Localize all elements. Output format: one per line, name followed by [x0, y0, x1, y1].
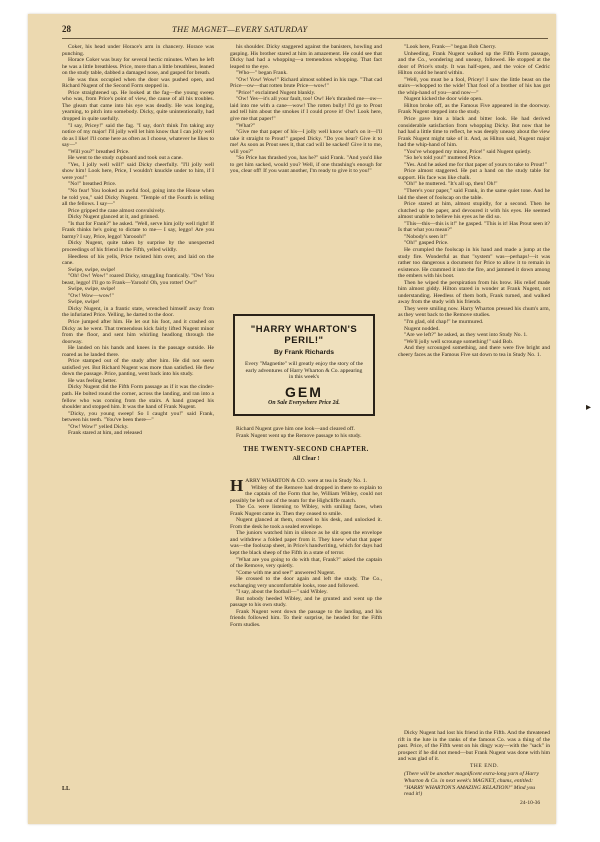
paragraph: He crumpled the foolscap in his hand and made a jump at the study fire. Wonderful as that "system" was—perhaps!—it was rather too dangerous a document for Price to allow it to remain in existence. He crammed it into the fire, and jammed it down among the embers with his boot. — [398, 246, 550, 280]
paragraph: "Nobody's seen it!" — [404, 233, 448, 240]
paragraph: "Come with me and see!" answered Nugent. — [236, 569, 336, 576]
paragraph: Coker, his head under Horace's arm in chancery. Horace was punching. — [62, 44, 214, 57]
column-two-bottom — [230, 478, 382, 784]
paragraph: Price gripped the cane almost convulsively. — [68, 207, 166, 214]
paragraph: Price jumped after him. He let out his foot, and it crashed on Dicky as he went. That tremendous kick fairly lifted Nugent minor from the floor, and sent him whirling headlong through the doorway. — [62, 318, 214, 345]
paragraph: "I'm glad, old chap!" he murmured. — [404, 318, 484, 325]
paragraph: The Co. were listening to Wibley, with smiling faces, when Frank Nugent came in. Then they ceased to smile. — [230, 504, 382, 517]
paragraph: "So Price has thrashed you, has he?" said Frank. "And you'd like to get him sacked, would you? Well, if one thrashing's enough for you, clear off! If you want another, I'm ready to give it to you!" — [230, 155, 382, 175]
paragraph: "Dicky, you young sweep! So I caught you!" said Frank, between his teeth. "You've been there—" — [62, 410, 214, 424]
paragraph: his shoulder. Dicky staggered against the banisters, howling and gasping. His brother stared at him in amazement. He could see that Dicky had had a whopping—a tremendous whopping. That fact leaped to the eye. — [230, 44, 382, 70]
gem-advertisement — [233, 314, 375, 416]
paragraph: "Who—" began Frank. — [236, 70, 288, 77]
paragraph: Price stared at him, almost stupidly, for a second. Then he clutched up the paper, and devoured it with his eyes. He seemed almost unable to believe his eyes as he did so. — [398, 201, 550, 221]
page-number: 28 — [62, 24, 71, 34]
paragraph: "Well, you must be a fool, Pricey! I saw the little beast on the stairs—whopped to the wide! That fool of a brother of his has got the whip-hand of you—and now—" — [398, 76, 550, 96]
paragraph: "Oh!" he muttered. "It's all up, then! Oh!" — [404, 181, 498, 188]
paragraph: He landed on his hands and knees in the passage outside. He roared as he landed there. — [62, 345, 214, 358]
paragraph: "I say, about the football—" said Wibley. — [236, 589, 328, 596]
chapter-heading — [230, 446, 382, 462]
paragraph: Dicky Nugent, in a frantic state, wrenched himself away from the infuriated Price. Yelling, he darted to the door. — [62, 305, 214, 319]
paragraph: "Ow! Yow! Wow!" Richard almost sobbed in his rage. "That cad Price—ow—that rotten brute Price—wow!" — [230, 76, 382, 90]
advert-sale-line: On Sale Everywhere Price 2d. — [268, 400, 340, 407]
paragraph: "There's your paper," said Frank, in the same quiet tone. And he laid the sheet of foolscap on the table. — [398, 188, 550, 201]
paragraph: Hilton broke off, as the Famous Five appeared in the doorway. Frank Nugent stepped into the study. — [398, 102, 550, 116]
paragraph: Dicky Nugent, quite taken by surprise by the unexpected proceedings of his friend in the Fifth, yelled wildly. — [62, 240, 214, 253]
paragraph: Nugent nodded. — [404, 325, 440, 332]
paragraph: He went to the study cupboard and took out a cane. — [68, 155, 183, 162]
opening-text: ARRY WHARTON & CO. were at tea in Study No. 1. — [245, 478, 368, 484]
paragraph: "Yes. And he asked me for that paper of yours to take to Prout!" — [404, 161, 547, 168]
paragraph: Frank stared at him, and released — [68, 430, 142, 437]
column-two-top — [230, 44, 382, 310]
closing-paragraph: Dicky Nugent had lost his friend in the Fifth. And the threatened rift in the lute in the ranks of the famous Co. was a thing of the past. Price, of the Fifth went on his dingy way—with the "sack" in prospect if he did not mend—but Frank Nugent was done with him and was glad of it. — [398, 730, 550, 763]
paragraph: "Give me that paper of his—I jolly well know what's on it—I'll take it straight to Prout!" gasped Dicky. "Do you hear? Give it to me! As soon as Prout sees it, that cad will be sacked! Give it to me, will you?" — [230, 129, 382, 155]
paragraph: "Oh!" gasped Price. — [404, 240, 449, 247]
paragraph: "No fear! You looked an awful fool, going into the House when he told you," said Dicky Nugent. "Temple of the Fourth is telling all the fellows. I say—" — [62, 188, 214, 208]
paragraph: He was thus occupied when the door was pushed open, and Richard Nugent of the Second Form stepped in. — [62, 76, 214, 90]
paragraph: Swipe, swipe, swipe! — [68, 286, 116, 293]
paragraph: Unheeding, Frank Nugent walked up the Fifth Form passage, and the Co., wondering and uneasy, followed. He stopped at the door of Price's study. It was half-open, and the voice of Cedric Hilton could be heard within. — [398, 50, 550, 77]
date-code: 24-10-36 — [520, 800, 541, 806]
paragraph: "We'll jolly well scrounge something!" said Bob. — [404, 338, 514, 345]
advert-paper-name: GEM — [285, 384, 323, 401]
margin-arrow-icon: ▸ — [586, 402, 592, 413]
advert-author: By Frank Richards — [273, 349, 335, 356]
chapter-subtitle: All Clear ! — [292, 456, 320, 462]
paragraph: Then he wiped the perspiration from his brow. His relief made him almost giddy. Hilton stared in wonder at Frank Nugent, not understanding. Heedless of them both, Frank turned, and walked away from the study with his friends. — [398, 279, 550, 306]
paragraph: "Price!" exclaimed Nugent blankly. — [236, 89, 316, 96]
column-two-middle — [230, 426, 382, 442]
paragraph: "Ow! Wow—wow!" — [68, 292, 114, 299]
paragraph: "So he's told you!" muttered Price. — [404, 155, 482, 162]
paragraph: "Yes, I jolly well will!" said Dicky cheerfully. "I'll jolly well show him! Look here, Price, I wouldn't knuckle under to him, if I were you!" — [62, 161, 214, 181]
advert-body: Every "Magnetite" will greatly enjoy the story of the early adventures of Harry Wharton & Co. appearing in this week's — [245, 361, 363, 381]
paragraph: "This—this—this is it!" he gasped. "This is it! Has Prout seen it? Is that what you mean?" — [398, 220, 550, 234]
paragraph: "Ow! Yes—it's all your fault, too! Ow! He's thrashed me—ow—laid into me with a cane—wow! The rotten bully! I'd go to Prout and tell him about the smokes if I could prove it! Ow! Look here, give me that paper!" — [230, 96, 382, 123]
paragraph: Nugent glanced at them, crossed to his desk, and unlocked it. From the desk he took a sealed envelope. — [230, 517, 382, 530]
next-week-note: (There will be another magnificent extra-long yarn of Harry Wharton & Co. in next week's MAGNET, chums, entitled: "HARRY WHARTON'S AMAZING RELATION!" Mind you read it!) — [404, 771, 539, 798]
paragraph: "Oh! Ow! Wow!" roared Dicky, struggling frantically. "Ow! You beast, leggo! I'll go to Frank—Yarooh! Oh, you rotter! Ow!" — [62, 273, 214, 286]
closing-section — [398, 730, 550, 763]
paragraph: Price stamped out of the study after him. He did not seem satisfied yet. But Richard Nugent was more than satisfied. He flew down the passage. Price, panting, went back into his study. — [62, 358, 214, 378]
paragraph: Wibley of the Remove had dropped in there to explain to the captain of the Form that he, William Wibley, could not possibly be left out of the team for the Highcliffe match. — [230, 484, 382, 504]
paragraph: Frank Nugent went down the passage to the landing, and his friends followed him. To their surprise, he headed for the Fifth Form studies. — [230, 608, 382, 629]
paragraph: Swipe, swipe, swipe! — [68, 266, 116, 273]
paragraph: "Ow! Wow!" yelled Dicky. — [68, 423, 129, 430]
drop-cap: H — [230, 478, 244, 495]
paragraph: Richard Nugent gave him one look—and cleared off. — [236, 426, 355, 432]
the-end-label: THE END. — [470, 763, 500, 769]
paragraph: Dicky Nugent did the Fifth Form passage as if it was the cinder-path. He bolted round the corner, across the landing, and ran into a fellow who was coming from the stairs. A hand grasped his shoulder and stopped him. It was the hand of Frank Nugent. — [62, 384, 214, 411]
paragraph: And they scrounged something, and there were five bright and cheery faces as the Famous Five sat down to tea in Study No. 1. — [398, 345, 550, 358]
paragraph: Nugent kicked the door wide open. — [404, 96, 483, 103]
column-one — [62, 44, 214, 786]
paragraph: "No!" breathed Price. — [68, 181, 117, 188]
paragraph: Dicky Nugent glanced at it, and grinned. — [68, 214, 160, 221]
paragraph: Heedless of his yells, Price twisted him over, and laid on the cane. — [62, 253, 214, 267]
paragraph: Frank Nugent went up the Remove passage to his study. — [236, 432, 362, 439]
paragraph: "What?" — [236, 122, 256, 129]
paragraph: Price gave him a black and bitter look. He had derived considerable satisfaction from whopping Dicky. But now that he had had a little time to reflect, he was deeply uneasy about the view Frank Nugent might take of it. And, as Hilton said, Nugent major had the whip-hand of him. — [398, 116, 550, 149]
paragraph: Price almost staggered. He put a hand on the study table for support. His face was like chalk. — [398, 168, 550, 181]
paragraph: "Look here, Frank—" began Bob Cherry. — [404, 44, 497, 50]
column-three — [398, 44, 550, 722]
paragraph: The juniors watched him in silence as he slit open the envelope and withdrew a folded paper from it. They knew what that paper was—the foolscap sheet, in Price's handwriting, which for days had kept the black sheep of the Fifth in a state of terror. — [230, 530, 382, 557]
running-title: THE MAGNET—EVERY SATURDAY — [172, 24, 308, 34]
paragraph: "What are you going to do with that, Frank?" asked the captain of the Remove, very quietly. — [230, 556, 382, 570]
advert-title: "HARRY WHARTON'S PERIL!" — [250, 324, 358, 346]
signature-mark: LL — [62, 786, 71, 792]
paragraph: But nobody heeded Wibley, and he grunted and went up the passage to his own study. — [230, 595, 382, 609]
paragraph: "You've whopped my minor, Price!" said Nugent quietly. — [404, 148, 532, 155]
header-rule — [62, 38, 548, 39]
paragraph: "Will you?" breathed Price. — [68, 148, 130, 155]
paragraph: Horace Coker was busy for several hectic minutes. When he left he was a little breathless. Price, more than a little breathless, leaned on the study table, dabbed a damaged nose, and gasped for breath. — [62, 57, 214, 77]
paragraph: Price straightened up. He looked at the fag—the young sweep who was, from Price's point of view, the cause of all his troubles. The gleam that came into his eye was deadly. He was longing, yearning, to pitch into somebody. Dicky, quite unintentionally, had dropped in quite usefully. — [62, 89, 214, 123]
paragraph: He was feeling better. — [68, 377, 117, 384]
chapter-title: THE TWENTY-SECOND CHAPTER. — [243, 446, 369, 453]
paragraph: "I say, Pricey!" said the fag. "I say, don't think I'm taking any notice of my major! I'll jolly well let him know that I can jolly well do as I like! I'll come here as often as I choose, whatever he likes to say—" — [62, 122, 214, 149]
paragraph: Swipe, swipe! — [68, 299, 100, 306]
paragraph: They were smiling now. Harry Wharton pressed his chum's arm, as they went back to the Remove studies. — [398, 305, 550, 319]
paragraph: He crossed to the door again and left the study. The Co., exchanging very uncomfortable looks, rose and followed. — [230, 576, 382, 589]
paragraph: "Are we left?" he asked, as they went into Study No. 1. — [404, 332, 528, 339]
paragraph: "Is that for Frank?" he asked. "Well, serve him jolly well right! If Frank thinks he's going to dictate to me— I say, leggo! Are you barmy? I say, Price, leggo! Yaroooh!" — [62, 220, 214, 240]
page-header — [62, 24, 548, 38]
